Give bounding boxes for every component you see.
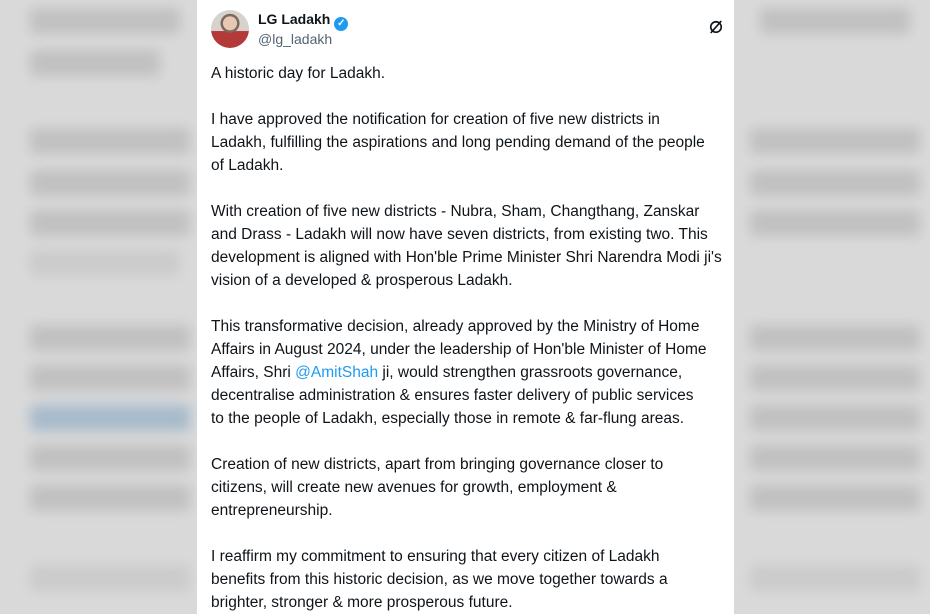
- text-line: decentralise administration & ensures faster delivery of public services: [211, 387, 694, 404]
- text-line-mention: [211, 361, 734, 384]
- paragraph-4: [211, 315, 734, 430]
- verified-badge-icon: ✓: [334, 17, 348, 31]
- text-line: development is aligned with Hon'ble Prime Minister Shri Narendra Modi ji's: [211, 249, 722, 266]
- text-line: citizens, will create new avenues for growth, employment &: [211, 479, 617, 496]
- text-line: Creation of new districts, apart from bringing governance closer to: [211, 456, 664, 473]
- text-line: of Ladakh.: [211, 157, 284, 174]
- tweet-header: [211, 10, 721, 50]
- text-line: benefits from this historic decision, as we move together towards a: [211, 571, 668, 588]
- text-line: vision of a developed & prosperous Ladakh.: [211, 272, 513, 289]
- text-line: This transformative decision, already approved by the Ministry of Home: [211, 318, 700, 335]
- text-line: Ladakh, fulfilling the aspirations and long pending demand of the people: [211, 134, 705, 151]
- text-line: I have approved the notification for creation of five new districts in: [211, 111, 660, 128]
- text-line: With creation of five new districts - Nubra, Sham, Changthang, Zanskar: [211, 203, 700, 220]
- author-handle[interactable]: @lg_ladakh: [258, 31, 333, 47]
- mention-link[interactable]: @AmitShah: [295, 364, 379, 381]
- paragraph-2: [211, 108, 734, 177]
- text-line: I reaffirm my commitment to ensuring that every citizen of Ladakh: [211, 548, 660, 565]
- avatar[interactable]: [211, 10, 249, 48]
- text-line: A historic day for Ladakh.: [211, 65, 386, 82]
- paragraph-3: [211, 200, 734, 292]
- author-name[interactable]: [258, 11, 348, 31]
- text-line: and Drass - Ladakh will now have seven districts, from existing two. This: [211, 226, 708, 243]
- mention-before: Affairs, Shri: [211, 364, 296, 381]
- text-line: brighter, stronger & more prosperous future.: [211, 594, 513, 611]
- paragraph-5: [211, 453, 734, 522]
- author-name-text: LG Ladakh: [258, 11, 331, 27]
- paragraph-1: [211, 62, 734, 85]
- text-line: to the people of Ladakh, especially those in remote & far-flung areas.: [211, 410, 685, 427]
- paragraph-6: [211, 545, 734, 614]
- text-line: Affairs in August 2024, under the leadership of Hon'ble Minister of Home: [211, 341, 707, 358]
- tweet-text: [211, 62, 734, 614]
- tweet-card: [197, 0, 734, 614]
- text-line: entrepreneurship.: [211, 502, 333, 519]
- x-logo-icon[interactable]: [707, 18, 725, 36]
- mention-after: ji, would strengthen grassroots governance,: [378, 364, 683, 381]
